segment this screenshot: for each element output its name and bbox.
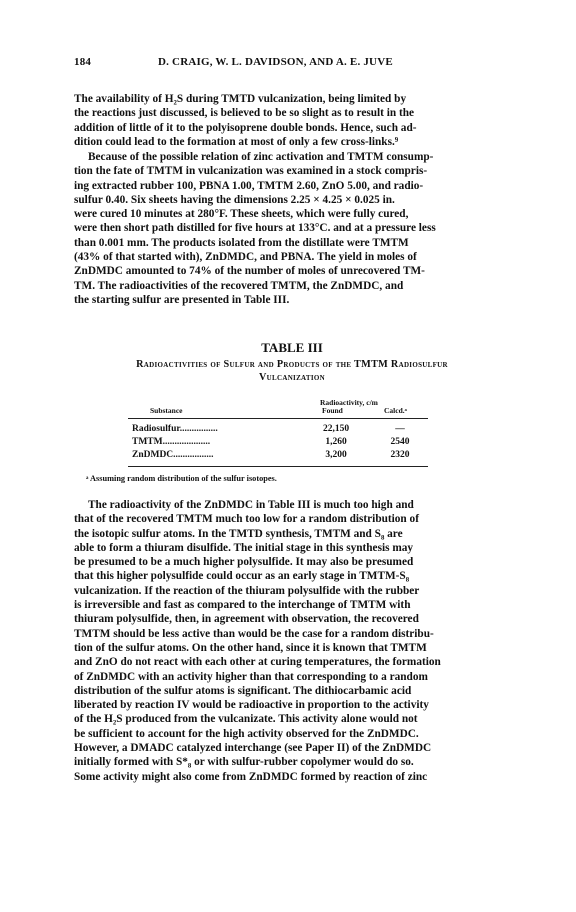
table-title: TABLE III xyxy=(261,340,323,355)
paragraph-tmtm-experiment xyxy=(74,150,510,307)
paragraph-radioactivity-discussion xyxy=(74,498,510,784)
cell-calcd: — xyxy=(395,424,405,434)
table-caption xyxy=(74,358,510,384)
text-line: addition of little of it to the polyisoprene double bonds. Hence, such ad- xyxy=(74,121,417,134)
table-rule xyxy=(128,418,428,419)
text-line: (43% of that started with), ZnDMDC, and PBNA. The yield in moles of xyxy=(74,251,417,264)
leader-dots: ................ xyxy=(179,424,218,434)
cell-substance: TMTM xyxy=(132,437,163,447)
cell-found: 22,150 xyxy=(322,424,350,434)
text-line: be presumed to be a much higher polysulfide. It may also be presumed xyxy=(74,556,414,569)
text-line: than 0.001 mm. The products isolated from the distillate were TMTM xyxy=(74,236,409,249)
text-line: Because of the possible relation of zinc activation and TMTM consump- xyxy=(88,151,434,163)
text-line: ing extracted rubber 100, PBNA 1.00, TMTM 2.60, ZnO 5.00, and radio- xyxy=(74,179,424,192)
text-line: vulcanization. If the reaction of the thiuram polysulfide with the rubber xyxy=(74,584,420,597)
paragraph-hydrogen-sulfide xyxy=(74,92,510,149)
text-line: However, a DMADC catalyzed interchange (see Paper II) of the ZnDMDC xyxy=(74,742,432,755)
cell-substance: ZnDMDC xyxy=(132,450,174,460)
text-line: able to form a thiuram disulfide. The initial stage in this synthesis may xyxy=(74,541,414,554)
text-line: distribution of the sulfur atoms is significant. The dithiocarbamic acid xyxy=(74,684,412,697)
column-group-header: Radioactivity, c/m xyxy=(320,398,378,407)
text-line: were then short path distilled for five hours at 133°C. and at a pressure less xyxy=(74,222,436,235)
text-line: The radioactivity of the ZnDMDC in Table III is much too high and xyxy=(88,499,414,511)
cell-calcd: 2540 xyxy=(390,437,410,447)
text-line: the reactions just discussed, is believed to be so slight as to result in the xyxy=(74,107,415,120)
text-line: tion the fate of TMTM in vulcanization was examined in a stock compris- xyxy=(74,165,428,178)
table-caption-line: Vulcanization xyxy=(259,372,325,383)
text-line: TM. The radioactivities of the recovered TMTM, the ZnDMDC, and xyxy=(74,279,404,292)
text-line: that this higher polysulfide could occur as an early stage in TMTM-S₈ xyxy=(74,570,410,583)
text-line: dition could lead to the formation at most of only a few cross-links.⁹ xyxy=(74,135,399,148)
table-row-radiosulfur xyxy=(132,424,218,434)
text-line: and ZnO do not react with each other at curing temperatures, the formation xyxy=(74,656,441,669)
running-header xyxy=(74,56,510,70)
table-footnote: ᵃ Assuming random distribution of the sulfur isotopes. xyxy=(86,474,277,483)
text-line: the isotopic sulfur atoms. In the TMTD synthesis, TMTM and S₈ are xyxy=(74,527,403,540)
table-row-zndmdc xyxy=(132,450,214,460)
text-line: liberated by reaction IV would be radioactive in proportion to the activity xyxy=(74,699,429,712)
table-row-tmtm xyxy=(132,437,210,447)
column-header-substance: Substance xyxy=(150,406,183,415)
text-line: initially formed with S*₈ or with sulfur-rubber copolymer would do so. xyxy=(74,756,414,769)
text-line: were cured 10 minutes at 280°F. These sheets, which were fully cured, xyxy=(74,208,409,221)
table-rule xyxy=(128,466,428,467)
text-line: sulfur 0.40. Six sheets having the dimensions 2.25 × 4.25 × 0.025 in. xyxy=(74,193,395,206)
cell-found: 3,200 xyxy=(325,450,347,460)
cell-calcd: 2320 xyxy=(390,450,410,460)
text-line: tion of the sulfur atoms. On the other hand, since it is known that TMTM xyxy=(74,641,427,654)
leader-dots: ................. xyxy=(173,450,214,460)
text-line: of the H₂S produced from the vulcanizate. This activity alone would not xyxy=(74,713,418,726)
column-header-found: Found xyxy=(322,406,343,415)
text-line: of ZnDMDC with an activity higher than that corresponding to a random xyxy=(74,670,428,683)
table-caption-line: Radioactivities of Sulfur and Products of the TMTM Radiosulfur xyxy=(136,359,448,370)
cell-substance: Radiosulfur xyxy=(132,424,180,434)
text-line: the starting sulfur are presented in Table III. xyxy=(74,293,290,306)
text-line: Some activity might also come from ZnDMDC formed by reaction of zinc xyxy=(74,770,428,783)
cell-found: 1,260 xyxy=(325,437,347,447)
text-line: is irreversible and fast as compared to the interchange of TMTM with xyxy=(74,599,411,612)
text-line: be sufficient to account for the high activity observed for the ZnDMDC. xyxy=(74,727,419,740)
page-number: 184 xyxy=(74,56,92,68)
text-line: TMTM should be less active than would be the case for a random distribu- xyxy=(74,627,434,640)
column-header-calcd: Calcd.ᵃ xyxy=(384,406,407,415)
text-line: ZnDMDC amounted to 74% of the number of moles of unrecovered TM- xyxy=(74,265,425,278)
text-line: that of the recovered TMTM much too low for a random distribution of xyxy=(74,513,419,526)
leader-dots: .................... xyxy=(162,437,211,447)
text-line: The availability of H₂S during TMTD vulcanization, being limited by xyxy=(74,93,407,105)
text-line: thiuram polysulfide, then, in agreement with observation, the recovered xyxy=(74,613,419,626)
running-header-authors: D. CRAIG, W. L. DAVIDSON, AND A. E. JUVE xyxy=(158,56,393,68)
